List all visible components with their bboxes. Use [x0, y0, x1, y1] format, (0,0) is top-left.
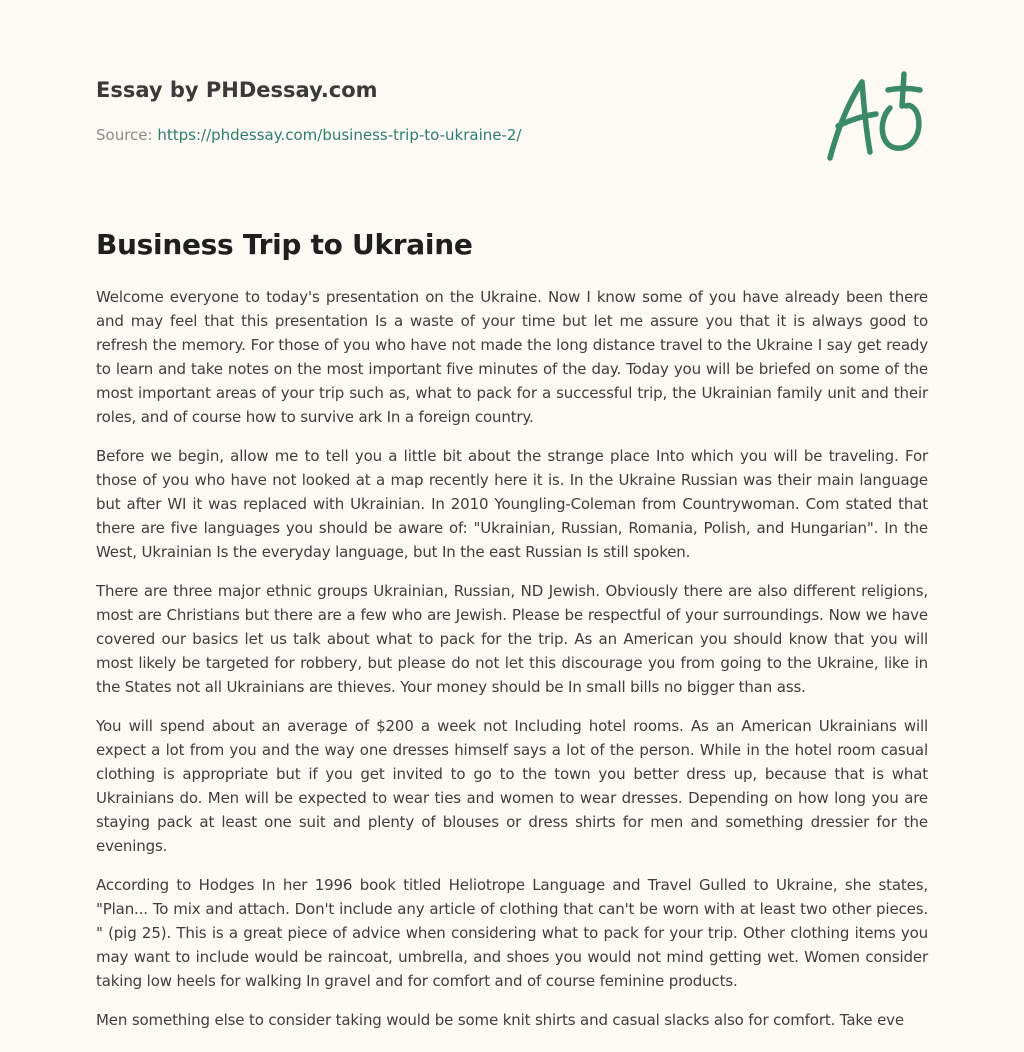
source-link[interactable]: https://phdessay.com/business-trip-to-ukraine-2/: [157, 126, 522, 144]
essay-title: Business Trip to Ukraine: [96, 228, 473, 261]
a-plus-grade-logo-icon: [818, 68, 930, 166]
essay-paragraph: Welcome everyone to today's presentation on the Ukraine. Now I know some of you have already been there and may feel that this presentation Is a waste of your time but let me assure you that it is always good to refresh the memory. For those of you who have not made the long distance travel to the Ukraine I say get ready to learn and take notes on the most important five minutes of the day. Today you will be briefed on some of the most important areas of your trip such as, what to pack for a successful trip, the Ukrainian family unit and their roles, and of course how to survive ark In a foreign country.: [96, 288, 928, 426]
essay-paragraph: Men something else to consider taking would be some knit shirts and casual slacks also for comfort. Take eve: [96, 1011, 904, 1029]
essay-paragraph: According to Hodges In her 1996 book titled Heliotrope Language and Travel Gulled to Ukraine, she states, "Plan... To mix and attach. Don't include any article of clothing that can't be worn with at least two other pieces. " (pig 25). This is a great piece of advice when considering what to pack for your trip. Other clothing items you may want to include would be raincoat, umbrella, and shoes you would not mind getting wet. Women consider taking low heels for walking In gravel and for comfort and of course feminine products.: [96, 876, 928, 990]
essay-body: [96, 285, 928, 1047]
site-header: [96, 72, 696, 145]
source-label: Source:: [96, 126, 153, 144]
essay-paragraph: Before we begin, allow me to tell you a little bit about the strange place Into which you will be traveling. For those of you who have not looked at a map recently here it is. In the Ukraine Russian was their main language but after WI it was replaced with Ukrainian. In 2010 Youngling-Coleman from Countrywoman. Com stated that there are five languages you should be aware of: "Ukrainian, Russian, Romania, Polish, and Hungarian". In the West, Ukrainian Is the everyday language, but In the east Russian Is still spoken.: [96, 447, 928, 561]
essay-paragraph: There are three major ethnic groups Ukrainian, Russian, ND Jewish. Obviously there are also different religions, most are Christians but there are a few who are Jewish. Please be respectful of your surroundings. Now we have covered our basics let us talk about what to pack for the trip. As an American you should know that you will most likely be targeted for robbery, but please do not let this discourage you from going to the Ukraine, like in the States not all Ukrainians are thieves. Your money should be In small bills no bigger than ass.: [96, 582, 928, 696]
essay-paragraph: You will spend about an average of $200 a week not Including hotel rooms. As an American Ukrainians will expect a lot from you and the way one dresses himself says a lot of the person. While in the hotel room casual clothing is appropriate but if you get invited to go to the town you better dress up, because that is what Ukrainians do. Men will be expected to wear ties and women to wear dresses. Depending on how long you are staying pack at least one suit and plenty of blouses or dress shirts for men and something dressier for the evenings.: [96, 717, 928, 855]
source-line: [96, 125, 696, 145]
site-title: Essay by PHDessay.com: [96, 78, 378, 102]
